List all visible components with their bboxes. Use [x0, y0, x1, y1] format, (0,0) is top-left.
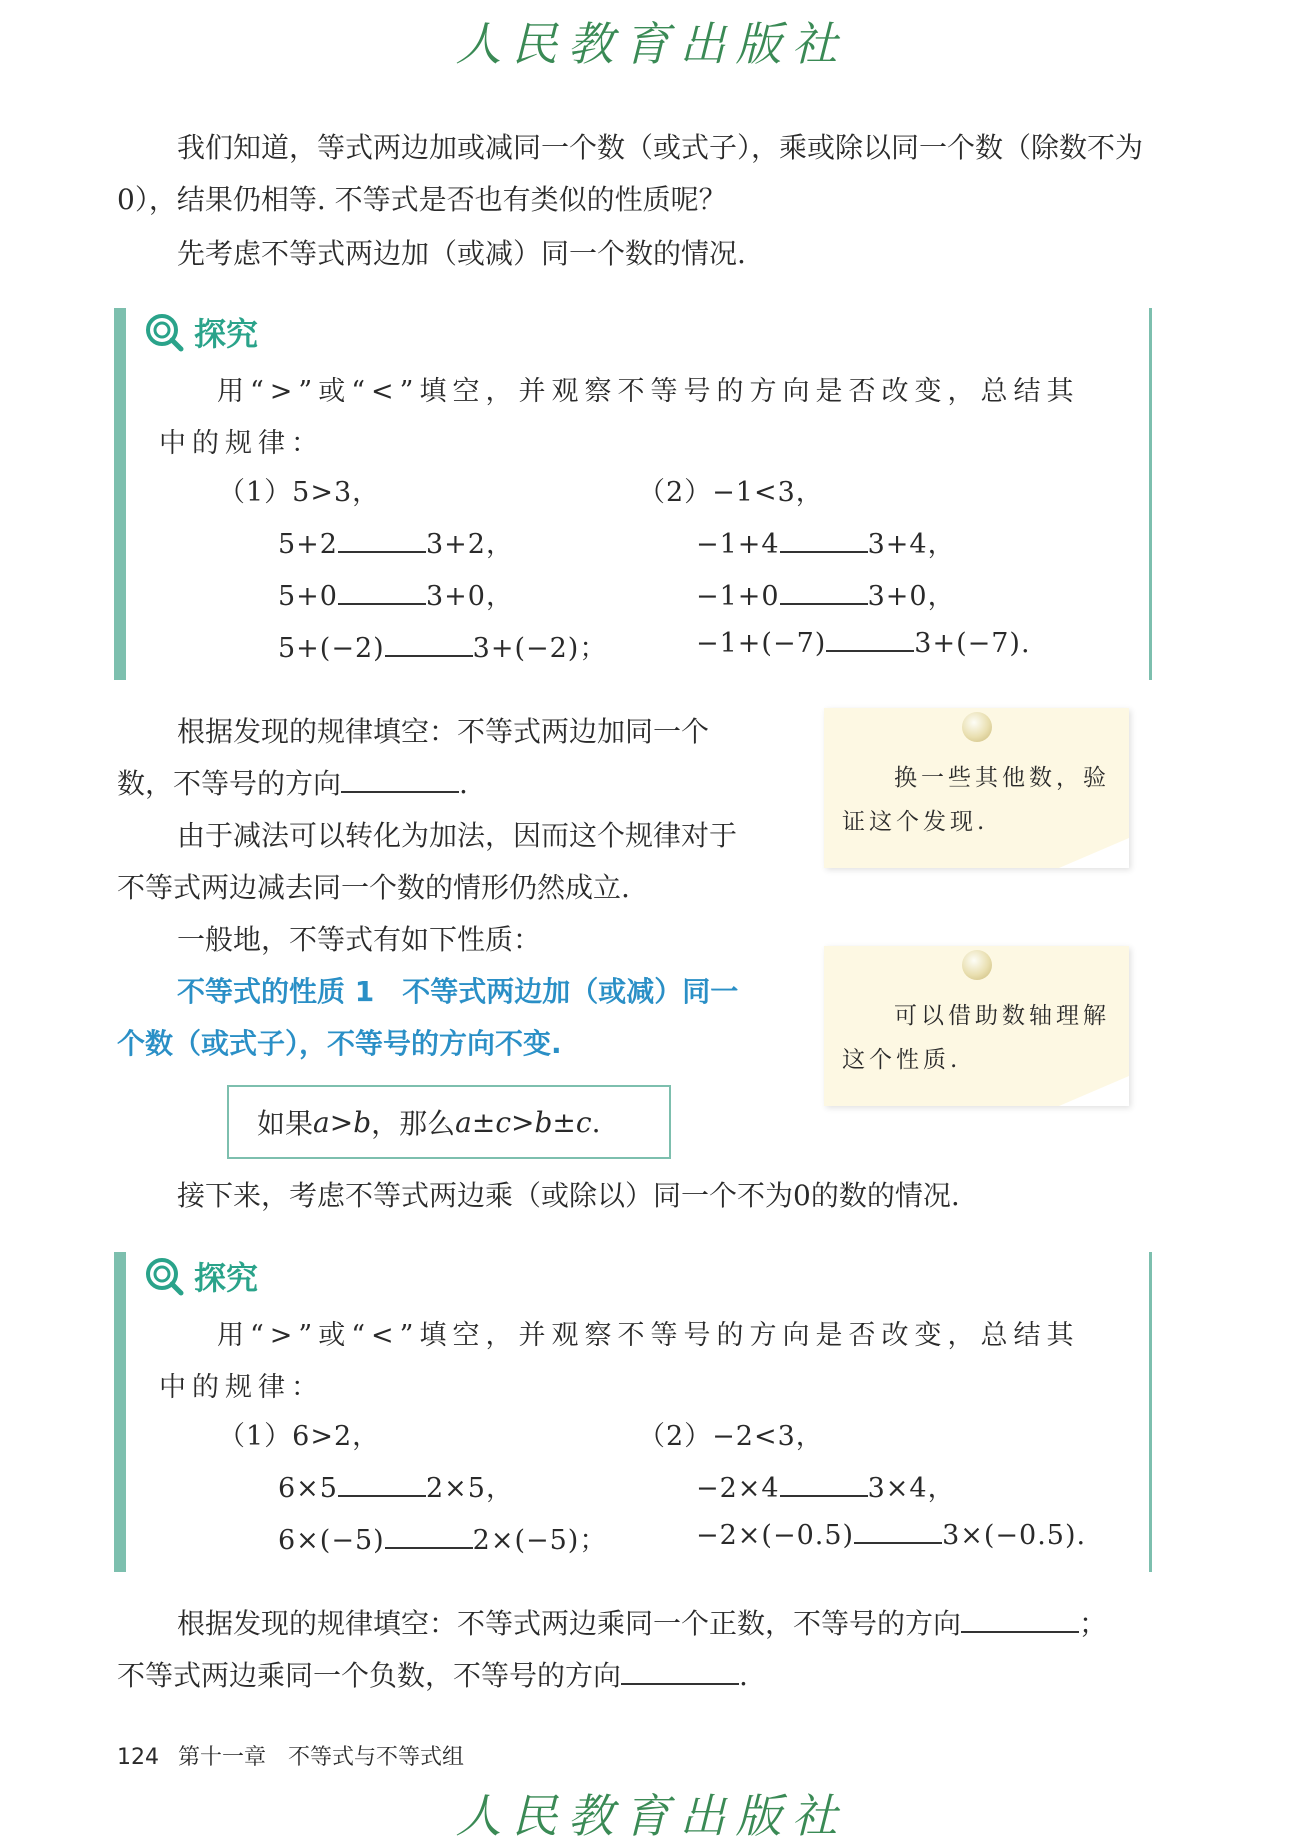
explore-title: 探究 [194, 1259, 259, 1297]
next-topic-paragraph: 接下来，考虑不等式两边乘（或除以）同一个不为0的数的情况. [177, 1179, 960, 1212]
pushpin-icon [962, 950, 992, 980]
explore-instruction: 用“>”或“<”填空，并观察不等号的方向是否改变，总结其中的规律： [159, 376, 1080, 459]
answer-blank[interactable] [385, 1523, 473, 1549]
answer-blank[interactable] [621, 1659, 739, 1685]
general-statement: 一般地，不等式有如下性质： [177, 923, 542, 956]
expr-2-row-3: −1+(−7) 3+(−7). [696, 628, 1031, 659]
rule-fill-line-1: 根据发现的规律填空：不等式两边加同一个 [177, 715, 710, 748]
expr-2-row-2: −2×(−0.5) 3×(−0.5). [696, 1520, 1087, 1551]
rule-fill-multiply-line-2: 不等式两边乘同一个负数，不等号的方向 . [117, 1659, 748, 1692]
subtraction-note-line-1: 由于减法可以转化为加法，因而这个规律对于 [177, 819, 738, 852]
answer-blank[interactable] [961, 1607, 1079, 1633]
magnifier-icon [144, 1256, 184, 1296]
answer-blank[interactable] [854, 1518, 942, 1544]
magnifier-icon [144, 312, 184, 352]
expr-2-row-1: −2×4 3×4， [696, 1473, 956, 1504]
chapter-title: 第十一章 不等式与不等式组 [178, 1745, 465, 1770]
rule-fill-multiply-line-1: 根据发现的规律填空：不等式两边乘同一个正数，不等号的方向 ； [177, 1607, 1108, 1640]
expr-2-given: （2）−2<3， [638, 1421, 824, 1452]
answer-blank[interactable] [338, 1471, 426, 1497]
property-1-formula: 如果 a > b ，那么 a ± c > b ± c . [227, 1085, 671, 1159]
expr-1-given: （1）5>3， [218, 477, 381, 508]
explore-header [144, 310, 258, 354]
expr-1-row-2: 5+0 3+0， [278, 581, 514, 612]
publisher-watermark-top: 人民教育出版社 [455, 17, 848, 71]
answer-blank[interactable] [338, 579, 426, 605]
subtraction-note-line-2: 不等式两边减去同一个数的情形仍然成立. [117, 871, 630, 904]
answer-blank[interactable] [826, 626, 914, 652]
property-1-line-1: 不等式的性质 1 不等式两边加（或减）同一 [177, 975, 739, 1008]
sticky-note-2 [824, 946, 1129, 1106]
publisher-watermark-bottom: 人民教育出版社 [455, 1789, 848, 1843]
answer-blank[interactable] [780, 579, 868, 605]
property-1-line-2: 个数（或式子），不等号的方向不变. [117, 1027, 562, 1060]
rule-fill-line-2: 数，不等号的方向 . [117, 767, 468, 800]
page-number: 124 [117, 1745, 159, 1770]
expr-1-row-3: 5+(−2) 3+(−2)； [278, 633, 608, 664]
explore-title: 探究 [194, 315, 259, 353]
expr-1-row-1: 5+2 3+2， [278, 529, 514, 560]
answer-blank[interactable] [780, 1471, 868, 1497]
sticky-note-text: 换一些其他数，验证这个发现. [842, 765, 1110, 835]
intro-paragraph-1: 我们知道，等式两边加或减同一个数（或式子），乘或除以同一个数（除数不为0），结果仍相等. 不等式是否也有类似的性质呢？ [117, 131, 1144, 216]
answer-blank[interactable] [780, 527, 868, 553]
explore-box-2 [114, 1252, 1152, 1572]
answer-blank[interactable] [338, 527, 426, 553]
explore-box-1 [114, 308, 1152, 680]
pushpin-icon [962, 712, 992, 742]
expr-2-row-2: −1+0 3+0， [696, 581, 956, 612]
intro-paragraph-2: 先考虑不等式两边加（或减）同一个数的情况. [177, 237, 746, 270]
expr-1-given: （1）6>2， [218, 1421, 381, 1452]
expr-2-given: （2）−1<3， [638, 477, 824, 508]
page-footer [117, 1740, 464, 1771]
expr-2-row-1: −1+4 3+4， [696, 529, 956, 560]
expr-1-row-2: 6×(−5) 2×(−5)； [278, 1525, 608, 1556]
answer-blank[interactable] [341, 767, 459, 793]
explore-header [144, 1254, 258, 1298]
sticky-note-1 [824, 708, 1129, 868]
explore-instruction: 用“>”或“<”填空，并观察不等号的方向是否改变，总结其中的规律： [159, 1320, 1080, 1403]
sticky-note-text: 可以借助数轴理解这个性质. [842, 1003, 1110, 1073]
answer-blank[interactable] [385, 631, 473, 657]
expr-1-row-1: 6×5 2×5， [278, 1473, 514, 1504]
